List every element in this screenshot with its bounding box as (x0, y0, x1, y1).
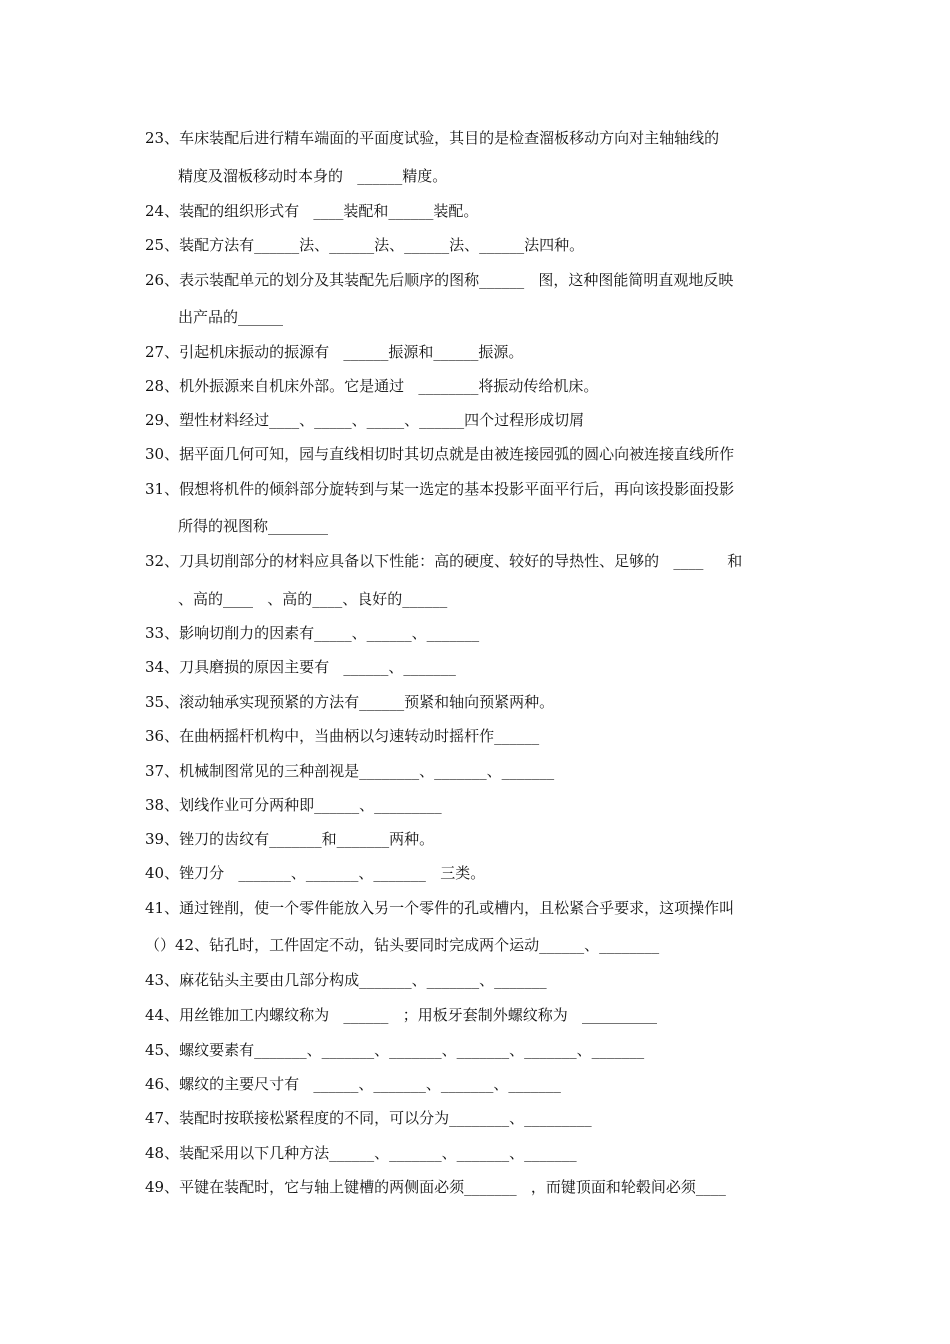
question-31-line-2: 所得的视图称________ (178, 517, 329, 535)
question-43: 43、麻花钻头主要由几部分构成_______、_______、_______ (145, 971, 547, 989)
question-47: 47、装配时按联接松紧程度的不同，可以分为________、_________ (145, 1109, 592, 1127)
question-23-line-1: 23、车床装配后进行精车端面的平面度试验，其目的是检查溜板移动方向对主轴轴线的 (145, 129, 720, 147)
question-49: 49、平键在装配时，它与轴上键槽的两侧面必须_______ ，而键顶面和轮毂间必须____ (145, 1178, 726, 1196)
question-24: 24、装配的组织形式有 ____装配和______装配。 (145, 202, 479, 220)
question-45: 45、螺纹要素有_______、_______、_______、_______、_______、_______ (145, 1041, 645, 1059)
question-38: 38、划线作业可分两种即______、_________ (145, 796, 442, 814)
question-28: 28、机外振源来自机床外部。它是通过 ________将振动传给机床。 (145, 377, 599, 395)
question-42: （）42、钻孔时，工件固定不动，钻头要同时完成两个运动______、________ (145, 936, 660, 954)
question-25: 25、装配方法有______法、______法、______法、______法四种。 (145, 236, 585, 254)
question-30: 30、据平面几何可知，园与直线相切时其切点就是由被连接园弧的圆心向被连接直线所作 (145, 445, 735, 463)
question-33: 33、影响切削力的因素有_____、______、_______ (145, 624, 480, 642)
question-32-line-1: 32、刀具切削部分的材料应具备以下性能：高的硬度、较好的导热性、足够的 ____ 和 (145, 552, 743, 570)
question-26-line-1: 26、表示装配单元的划分及其装配先后顺序的图称______ 图，这种图能简明直观地反映 (145, 271, 734, 289)
question-29: 29、塑性材料经过____、_____、_____、______四个过程形成切屑 (145, 411, 585, 429)
question-40: 40、锉刀分 _______、_______、_______ 三类。 (145, 864, 486, 882)
question-46: 46、螺纹的主要尺寸有 ______、_______、_______、_______ (145, 1075, 561, 1093)
question-48: 48、装配采用以下几种方法______、_______、_______、_______ (145, 1144, 577, 1162)
question-41: 41、通过锉削，使一个零件能放入另一个零件的孔或槽内，且松紧合乎要求，这项操作叫 (145, 899, 735, 917)
question-37: 37、机械制图常见的三种剖视是________、_______、_______ (145, 762, 555, 780)
question-32-line-2: 、高的____ 、高的____、良好的______ (178, 590, 448, 608)
question-36: 36、在曲柄摇杆机构中，当曲柄以匀速转动时摇杆作______ (145, 727, 540, 745)
question-34: 34、刀具磨损的原因主要有 ______、_______ (145, 658, 456, 676)
question-26-line-2: 出产品的______ (178, 308, 284, 326)
question-31-line-1: 31、假想将机件的倾斜部分旋转到与某一选定的基本投影平面平行后，再向该投影面投影 (145, 480, 735, 498)
question-44: 44、用丝锥加工内螺纹称为 ______ ；用板牙套制外螺纹称为 __________ (145, 1006, 658, 1024)
question-27: 27、引起机床振动的振源有 ______振源和______振源。 (145, 343, 524, 361)
question-35: 35、滚动轴承实现预紧的方法有______预紧和轴向预紧两种。 (145, 693, 555, 711)
question-39: 39、锉刀的齿纹有_______和_______两种。 (145, 830, 435, 848)
question-23-line-2: 精度及溜板移动时本身的 ______精度。 (178, 167, 448, 185)
